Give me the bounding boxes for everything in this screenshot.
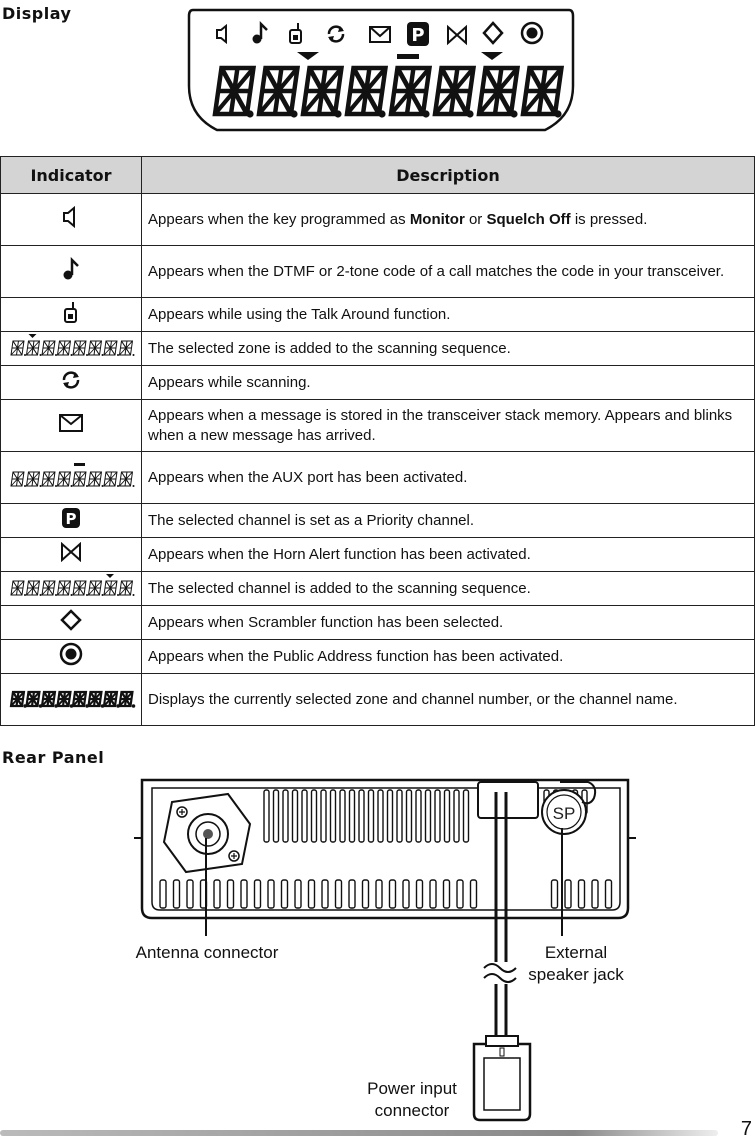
alphanumeric-segments-icon (1, 674, 142, 726)
row-description: Appears while using the Talk Around function. (142, 298, 755, 332)
row-description: Displays the currently selected zone and channel number, or the channel name. (142, 674, 755, 726)
table-row (1, 674, 755, 726)
power-label-line2: connector (374, 1101, 450, 1120)
envelope-icon (1, 400, 142, 452)
speaker-jack-text: SP (552, 804, 576, 823)
row-description: Appears when a message is stored in the transceiver stack memory. Appears and blinks when a new message has arrived. (142, 400, 755, 452)
row-description: The selected channel is added to the scanning sequence. (142, 572, 755, 606)
zone-scan-segment-icon (1, 332, 142, 366)
row-description: Appears when the Horn Alert function has been activated. (142, 538, 755, 572)
scrambler-icon (1, 606, 142, 640)
channel-scan-segment-icon (1, 572, 142, 606)
svg-text:P: P (411, 25, 425, 46)
indicator-column-header: Indicator (1, 157, 142, 194)
scan-icon (1, 366, 142, 400)
indicator-table (0, 156, 755, 726)
table-row (1, 400, 755, 452)
music-note-icon (1, 246, 142, 298)
row-description: Appears when the AUX port has been activated. (142, 452, 755, 504)
table-row (1, 606, 755, 640)
row-description: Appears while scanning. (142, 366, 755, 400)
rear-panel-section-title: Rear Panel (2, 748, 105, 767)
display-section-title: Display (2, 4, 72, 23)
svg-text:P: P (65, 509, 77, 528)
public-address-icon (1, 640, 142, 674)
table-row (1, 246, 755, 298)
talk-around-icon (1, 298, 142, 332)
description-column-header: Description (142, 157, 755, 194)
power-label-line1: Power input (367, 1079, 457, 1098)
row-description: Appears when Scrambler function has been selected. (142, 606, 755, 640)
row-description: Appears when the DTMF or 2-tone code of a call matches the code in your transceiver. (142, 246, 755, 298)
table-row (1, 452, 755, 504)
priority-icon (1, 504, 142, 538)
table-row (1, 640, 755, 674)
table-row (1, 332, 755, 366)
page-number: 7 (740, 1118, 752, 1140)
row-description: The selected zone is added to the scanning sequence. (142, 332, 755, 366)
speaker-label-line2: speaker jack (528, 965, 624, 984)
table-row (1, 194, 755, 246)
footer-rule (0, 1130, 718, 1136)
horn-alert-icon (1, 538, 142, 572)
row-description: Appears when the Public Address function has been activated. (142, 640, 755, 674)
table-row (1, 572, 755, 606)
table-row (1, 298, 755, 332)
speaker-icon (1, 194, 142, 246)
external-speaker-jack-label (516, 942, 636, 986)
lcd-priority-icon (407, 22, 429, 46)
row-description: Appears when the key programmed as Monitor or Squelch Off is pressed. (142, 194, 755, 246)
power-input-connector-label (356, 1078, 468, 1122)
power-connector (474, 1036, 530, 1120)
table-row (1, 504, 755, 538)
aux-segment-icon (1, 452, 142, 504)
row-description: The selected channel is set as a Priority channel. (142, 504, 755, 538)
speaker-label-line1: External (544, 943, 608, 962)
table-row (1, 538, 755, 572)
table-row (1, 366, 755, 400)
lcd-display-diagram (185, 6, 577, 134)
antenna-connector-label: Antenna connector (135, 943, 279, 962)
